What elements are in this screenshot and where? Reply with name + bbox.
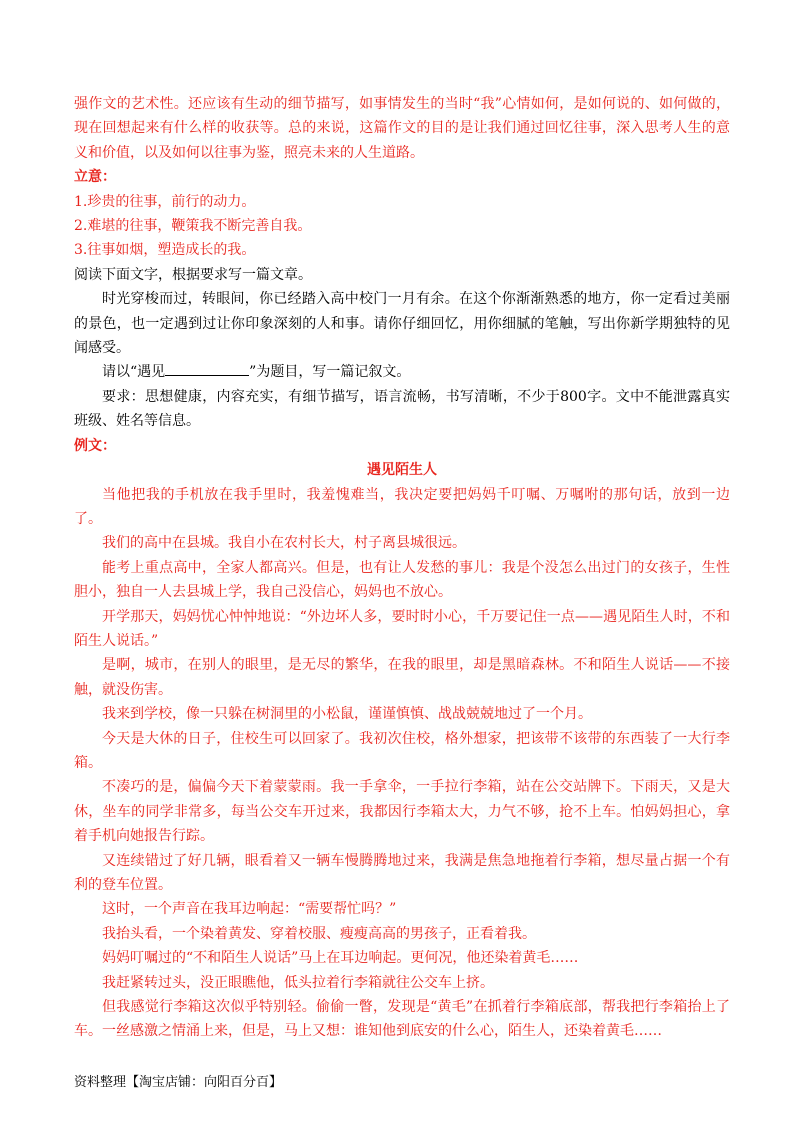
lizhi-item-2: 2.难堪的往事，鞭策我不断完善自我。 — [74, 218, 312, 235]
essay-paragraph: 我来到学校，像一只躲在树洞里的小松鼠，谨谨慎慎、战战兢兢地过了一个月。 — [102, 706, 592, 723]
essay-paragraph: 我们的高中在县城。我自小在农村长大，村子离县城很远。 — [102, 535, 466, 552]
essay-paragraph: 不凑巧的是，偏偏今天下着蒙蒙雨。我一手拿伞，一手拉行李箱，站在公交站牌下。下雨天，又是大休，坐车的同学非常多，每当公交车开过来，我都因行李箱太大，力气不够，抢不上车。怕妈妈担心，拿着手机向她报告行踪。 — [74, 779, 730, 845]
essay-paragraph: 开学那天，妈妈忧心忡忡地说：“外边坏人多，要时时小心，千万要记住一点——遇见陌生人时，不和陌生人说话。” — [74, 608, 730, 649]
page-footer: 资料整理【淘宝店铺：向阳百分百】 — [74, 1075, 283, 1090]
title-req-after: ”为题目，写一篇记叙文。 — [249, 364, 411, 381]
prompt-material: 时光穿梭而过，转眼间，你已经踏入高中校门一月有余。在这个你渐渐熟悉的地方，你一定看过美丽的景色，也一定遇到过让你印象深刻的人和事。请你仔细回忆，用你细腻的笔触，写出你新学期独特的见闻感受。 — [74, 291, 730, 357]
title-blank — [165, 361, 249, 376]
lizhi-item-1: 1.珍贵的往事，前行的动力。 — [74, 193, 256, 210]
essay-paragraph: 能考上重点高中，全家人都高兴。但是，也有让人发愁的事儿：我是个没怎么出过门的女孩子，生性胆小，独自一人去县城上学，我自己没信心，妈妈也不放心。 — [74, 559, 730, 601]
title-req-before: 请以“遇见 — [102, 364, 166, 381]
essay-paragraph: 今天是大休的日子，住校生可以回家了。我初次住校，格外想家，把该带不该带的东西装了一大行李箱。 — [74, 730, 730, 771]
lizhi-heading: 立意： — [74, 169, 116, 186]
intro-paragraph: 强作文的艺术性。还应该有生动的细节描写，如事情发生的当时“我”心情如何，是如何说的、如何做的，现在回想起来有什么样的收获等。总的来说，这篇作文的目的是让我们通过回忆往事，深入思考人生的意义和价值，以及如何以往事为鉴，照亮未来的人生道路。 — [74, 96, 730, 161]
prompt-requirements: 要求：思想健康，内容充实，有细节描写，语言流畅，书写清晰，不少于800字。文中不能泄露真实班级、姓名等信息。 — [74, 388, 730, 430]
essay-paragraph: 是啊，城市，在别人的眼里，是无尽的繁华，在我的眼里，却是黑暗森林。不和陌生人说话——不接触，就没伤害。 — [74, 657, 730, 698]
prompt-title-requirement — [74, 360, 730, 384]
essay-paragraph: 我抬头看，一个染着黄发、穿着校服、瘦瘦高高的男孩子，正看着我。 — [102, 925, 536, 942]
essay-paragraph: 当他把我的手机放在我手里时，我羞愧难当，我决定要把妈妈千叮嘱、万嘱咐的那句话，放到一边了。 — [74, 486, 730, 527]
document-body — [74, 92, 730, 1044]
essay-paragraph: 妈妈叮嘱过的“不和陌生人说话”马上在耳边响起。更何况，他还染着黄毛…… — [102, 950, 579, 967]
essay-paragraph: 又连续错过了好几辆，眼看着又一辆车慢腾腾地过来，我满是焦急地拖着行李箱，想尽量占据一个有利的登车位置。 — [74, 852, 730, 893]
essay-paragraph: 但我感觉行李箱这次似乎特别轻。偷偷一瞥，发现是“黄毛”在抓着行李箱底部，帮我把行李箱抬上了车。一丝感激之情涌上来，但是，马上又想：谁知他到底安的什么心，陌生人，还染着黄毛…… — [74, 999, 730, 1040]
lizhi-item-3: 3.往事如烟，塑造成长的我。 — [74, 242, 256, 259]
prompt-instruction: 阅读下面文字，根据要求写一篇文章。 — [74, 266, 312, 283]
essay-paragraph: 这时，一个声音在我耳边响起：“需要帮忙吗？” — [102, 901, 397, 918]
essay-paragraph: 我赶紧转过头，没正眼瞧他，低头拉着行李箱就往公交车上挤。 — [102, 974, 494, 991]
example-heading: 例文： — [74, 437, 116, 454]
essay-title: 遇见陌生人 — [367, 462, 437, 479]
